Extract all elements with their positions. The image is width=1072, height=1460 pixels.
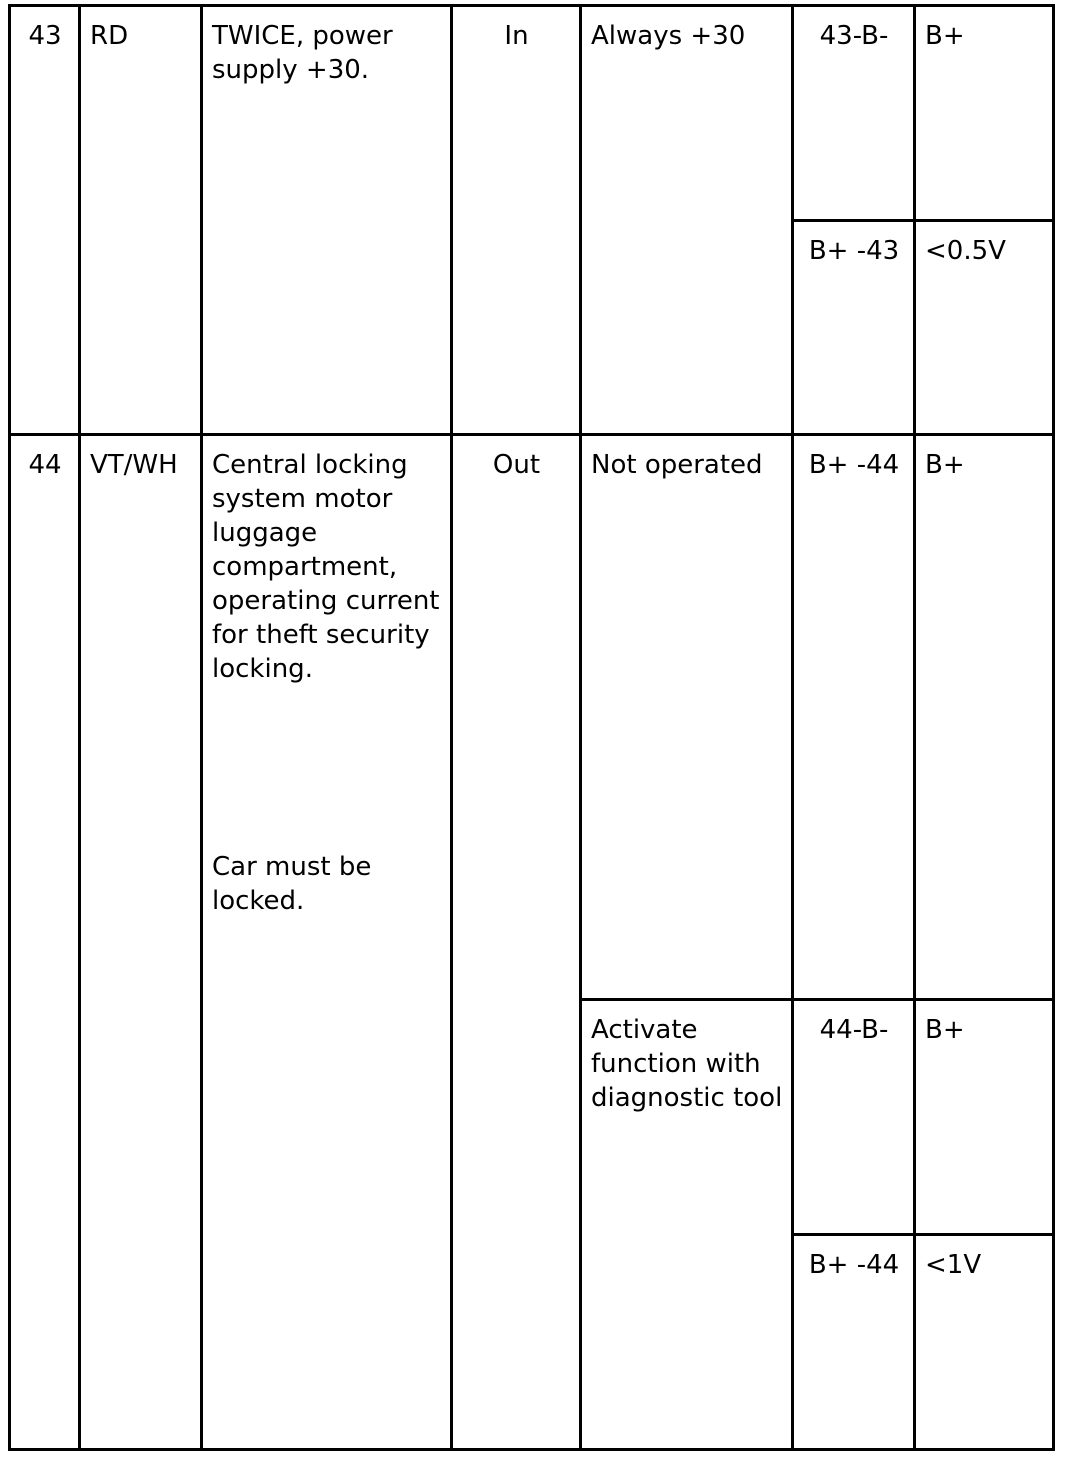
measurement-value: B+ — [915, 6, 1054, 221]
test-condition: Always +30 — [581, 6, 793, 435]
test-condition: Activate function with diagnostic tool — [581, 1000, 793, 1450]
measurement-points: B+ -43 — [793, 221, 915, 435]
measurement-points: 44-B- — [793, 1000, 915, 1235]
signal-direction: In — [452, 6, 581, 435]
pin-number: 44 — [10, 435, 80, 1450]
description-text: Central locking system motor luggage compartment, operating current for theft security locking. — [212, 450, 440, 684]
description-text: TWICE, power supply +30. — [212, 21, 393, 85]
pin-description — [202, 6, 452, 435]
wire-color: RD — [80, 6, 202, 435]
measurement-points: B+ -44 — [793, 1235, 915, 1450]
measurement-value: <1V — [915, 1235, 1054, 1450]
signal-direction: Out — [452, 435, 581, 1450]
measurement-points: B+ -44 — [793, 435, 915, 1000]
pin-number: 43 — [10, 6, 80, 435]
measurement-value: B+ — [915, 1000, 1054, 1235]
measurement-value: <0.5V — [915, 221, 1054, 435]
table-row — [10, 435, 1054, 1000]
connector-pin-table — [8, 4, 1055, 1451]
table-row — [10, 6, 1054, 221]
pin-description — [202, 435, 452, 1450]
test-condition: Not operated — [581, 435, 793, 1000]
measurement-points: 43-B- — [793, 6, 915, 221]
wire-color: VT/WH — [80, 435, 202, 1450]
measurement-value: B+ — [915, 435, 1054, 1000]
description-note: Car must be locked. — [212, 852, 372, 916]
